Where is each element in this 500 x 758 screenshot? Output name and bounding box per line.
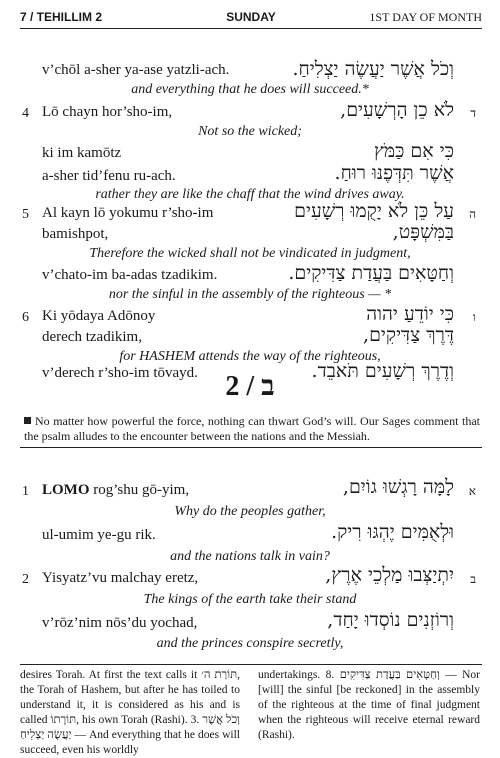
intro-note-text: No matter how powerful the force, nothing can thwart God’s will. Our Sages comment that the psalm alludes to the encounter between the nations and the Messiah.	[24, 414, 480, 443]
month-day-label: 1ST DAY OF MONTH	[369, 10, 482, 24]
hebrew-text: וּלְאֻמִּים יֶהְגּוּ רִיק.	[331, 521, 454, 543]
transliteration: Ki yōdaya Adōnoy	[42, 308, 156, 324]
transliteration: ki im kamōtz	[42, 145, 122, 161]
verse-number: 4	[22, 106, 29, 121]
transliteration	[42, 482, 189, 499]
translation: and the princes conspire secretly,	[156, 636, 344, 651]
hebrew-text: בַּמִּשְׁפָּט,	[392, 221, 454, 243]
page-number-book: 7 / TEHILLIM 2	[20, 10, 103, 24]
transliteration: Lō chayn hor’sho-im,	[42, 104, 173, 120]
hebrew-verse-letter: ו	[472, 310, 476, 324]
lead-word: LOMO	[42, 482, 90, 498]
translation: for HASHEM attends the way of the righteous,	[119, 349, 381, 364]
header-rule	[20, 28, 482, 29]
hebrew-verse-letter: ה	[469, 207, 476, 221]
transliteration: v’rōz’nim nōs’du yochad,	[42, 615, 198, 631]
commentary-left: desires Torah. At first the text calls it תּוֹרַת ה׳, the Torah of Hashem, but after he has toiled to understand it, it is considered as his and is called תּוֹרָתוֹ, his own Torah (Rashi). 3. וְכֹל אֲשֶׁר יַעֲשֶׂה יַצְלִיחַ — And everything that he does will succeed, even his worldly	[20, 669, 241, 756]
translation: The kings of the earth take their stand	[143, 592, 357, 607]
bullet-square-icon	[24, 417, 31, 424]
hebrew-text: דֶּרֶךְ צַדִּיקִים,	[363, 324, 454, 346]
transliteration: v’chōl a-sher ya-ase yatzli-ach.	[42, 62, 230, 78]
hebrew-text: וְדֶרֶךְ רְשָׁעִים תֹּאבֵד.	[311, 360, 454, 382]
translation: Therefore the wicked shall not be vindicated in judgment,	[89, 246, 411, 261]
hebrew-text: אֲשֶׁר תִּדְּפֶנּוּ רוּחַ.	[334, 162, 454, 184]
transliteration: Al kayn lō yokumu r’sho-im	[42, 205, 214, 221]
hebrew-text: יִתְיַצְּבוּ מַלְכֵי אֶרֶץ,	[325, 564, 454, 586]
hebrew-verse-letter: ד	[470, 106, 476, 120]
commentary-rule	[20, 664, 482, 665]
hebrew-text: לֹא כֵן הָרְשָׁעִים,	[340, 99, 454, 121]
translation: and everything that he does will succeed.*	[131, 82, 369, 97]
translation: Why do the peoples gather,	[174, 504, 326, 519]
verse-number: 6	[22, 310, 29, 325]
day-label: SUNDAY	[226, 10, 276, 24]
commentary-right: undertakings. 8. וְחַטָּאִים בַּעֲדַת צַדִּיקִים — Nor [will] the sinful [be reckoned] in the assembly of the righteous at the time of final judgment when the righteous will receive eternal reward (Rashi).	[258, 669, 480, 741]
hebrew-text: לָמָּה רָגְשׁוּ גוֹיִם,	[342, 476, 454, 498]
hebrew-text: וְרוֹזְנִים נוֹסְדוּ יָחַד,	[327, 609, 454, 631]
translation: Not so the wicked;	[198, 124, 302, 139]
translation: rather they are like the chaff that the wind drives away.	[95, 187, 405, 202]
hebrew-text: עַל כֵּן לֹא יָקֻמוּ רְשָׁעִים	[294, 200, 454, 222]
hebrew-text: וְחַטָּאִים בַּעֲדַת צַדִּיקִים.	[288, 262, 454, 284]
chapter-heading: 2 / ב	[225, 371, 275, 402]
hebrew-text: כִּי אִם כַּמֹּץ	[373, 140, 454, 162]
translation: and the nations talk in vain?	[170, 549, 330, 564]
verse-number: 2	[22, 572, 29, 587]
transliteration-rest: rog’shu gō-yim,	[89, 482, 190, 498]
transliteration: v’derech r’sho-im tōvayd.	[42, 365, 198, 381]
transliteration: Yisyatz’vu malchay eretz,	[42, 570, 199, 586]
transliteration: v’chato-im ba-adas tzadikim.	[42, 267, 218, 283]
transliteration: ul-umim ye-gu rik.	[42, 527, 156, 543]
transliteration: a-sher tid’fenu ru-ach.	[42, 168, 176, 184]
note-rule	[20, 447, 482, 448]
transliteration: bamishpot,	[42, 226, 109, 242]
hebrew-text: כִּי יוֹדֵעַ יהוה	[366, 303, 454, 325]
hebrew-verse-letter: א	[468, 484, 476, 498]
hebrew-verse-letter: ב	[470, 572, 476, 586]
transliteration: derech tzadikim,	[42, 329, 142, 345]
running-header	[20, 8, 482, 26]
verse-number: 1	[22, 484, 29, 499]
verse-number: 5	[22, 207, 29, 222]
hebrew-text: וְכֹל אֲשֶׁר יַעֲשֶׂה יַצְלִיחַ.	[292, 58, 454, 80]
translation: nor the sinful in the assembly of the righteous — *	[108, 287, 392, 302]
intro-note	[24, 414, 480, 444]
